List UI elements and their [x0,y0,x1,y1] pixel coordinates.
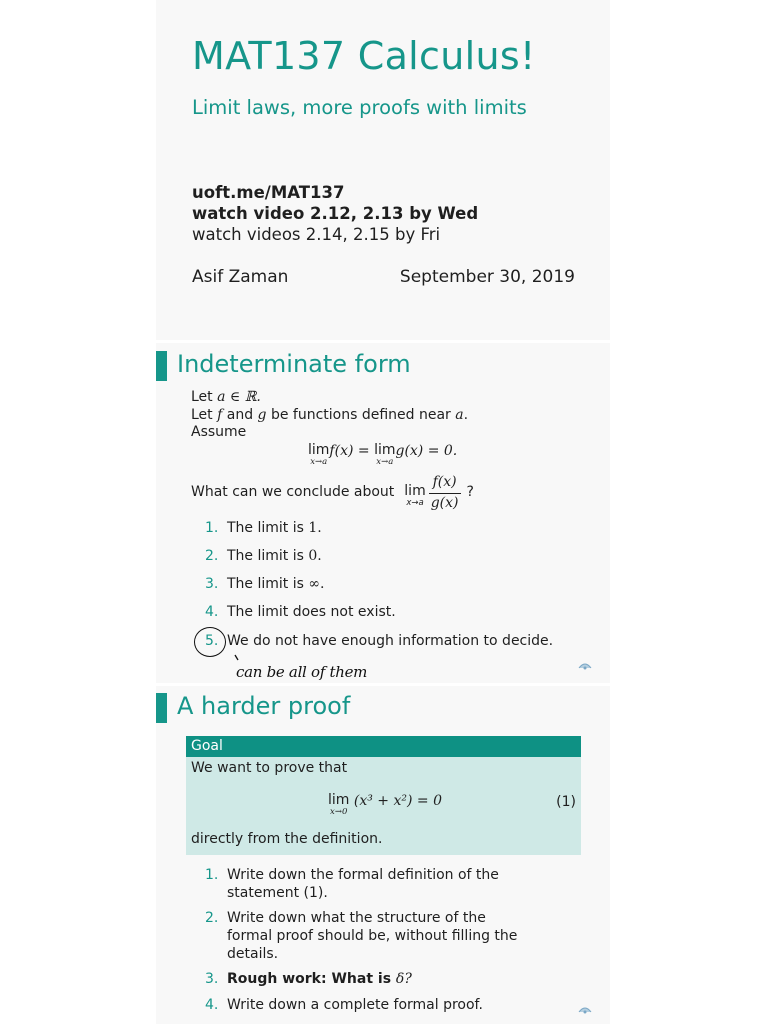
indeterminate-form-slide [156,343,610,683]
limit-operator [308,443,329,467]
option-number: 2. [205,548,219,564]
option-math: ∞. [308,576,325,592]
step-number: 3. [205,971,219,987]
info-block [192,182,478,245]
annotation-tick [234,654,240,662]
functions-text: be functions defined near [266,406,456,423]
limit-expression: (x³ + x²) = 0 [353,793,442,809]
lim-text: lim [404,483,426,500]
fraction [429,474,461,512]
slide-subtitle: Limit laws, more proofs with limits [192,96,527,119]
lim-subscript: x→a [406,498,424,509]
and-text: and [222,406,258,423]
lim-text: lim [308,442,330,458]
step-number: 2. [205,910,219,926]
option-math: 0. [308,548,322,564]
watch-line: watch videos 2.14, 2.15 by Fri [192,225,441,244]
f-symbol: f [217,406,223,423]
option-text: The limit does not exist. [227,604,396,620]
list-item [205,604,553,633]
frame-title: Indeterminate form [177,350,411,378]
step-text: Write down what the structure of the formal proof should be, without filling the details. [227,910,518,962]
question-mark: ? [466,484,474,501]
goal-block-body [186,757,581,855]
option-number: 5. [205,633,219,649]
option-text: The limit is [227,576,309,592]
functions-line [191,407,468,425]
list-item [205,576,553,604]
course-link: uoft.me/MAT137 [192,183,345,202]
delta-symbol: δ? [395,971,412,987]
f-of-x: f(x) = [329,443,375,459]
goal-text: directly from the definition. [191,831,383,847]
step-number: 1. [205,867,219,883]
list-item [205,520,553,548]
option-math: 1. [308,520,322,536]
limit-operator [374,443,395,467]
lim-text: lim [328,792,350,808]
list-item [205,866,535,902]
option-text: The limit is [227,548,309,564]
equation-number: (1) [556,794,576,810]
goal-equation [328,793,442,817]
answer-options [205,520,553,655]
step-bold-text: Rough work: What is [227,971,396,987]
let-label: Let [191,389,218,405]
assumption-equation [308,443,457,467]
lim-subscript: x→a [376,457,394,467]
question-text: What can we conclude about [191,484,395,501]
goal-text: We want to prove that [191,760,348,776]
a-symbol: a [455,406,464,423]
list-item [205,633,553,655]
slide-title: MAT137 Calculus! [192,34,536,78]
lim-subscript: x→a [310,457,328,467]
frame-title-bar [156,693,167,723]
premise-text [191,389,468,442]
frame-title-bar [156,351,167,381]
frame-title: A harder proof [177,692,351,720]
lim-subscript: x→0 [330,807,348,817]
g-symbol: g [257,406,267,423]
numerator: f(x) [429,474,461,494]
list-item [205,996,535,1014]
author-name: Asif Zaman [192,267,289,287]
a-in-reals: a ∈ ℝ. [217,389,261,405]
goal-block-header: Goal [186,736,581,757]
lim-text: lim [374,442,396,458]
period: . [463,406,469,423]
lecture-date: September 30, 2019 [399,267,575,287]
limit-operator [404,484,425,508]
list-item [205,548,553,576]
step-text: Write down a complete formal proof. [227,997,483,1013]
watch-line-bold: watch video 2.12, 2.13 by Wed [192,204,479,223]
g-of-x: g(x) = 0. [395,443,458,459]
proof-steps [205,866,535,1014]
navigation-icon[interactable] [578,661,592,674]
option-number: 1. [205,520,219,536]
option-number: 3. [205,576,219,592]
harder-proof-slide [156,686,610,1024]
step-text: Write down the formal definition of the statement (1). [227,867,499,901]
let-label: Let [191,406,218,423]
option-text: The limit is [227,520,309,536]
step-number: 4. [205,997,219,1013]
handwritten-note: can be all of them [236,663,368,681]
list-item [205,970,535,988]
navigation-icon[interactable] [578,1005,592,1018]
option-number: 4. [205,604,219,620]
assume-label: Assume [191,424,247,440]
let-a-line [191,389,468,407]
option-text: We do not have enough information to decide. [227,633,554,649]
circled-annotation [194,627,226,657]
question-line [191,474,474,512]
title-slide [156,0,610,340]
denominator: g(x) [430,494,459,511]
limit-operator [328,793,349,817]
list-item [205,909,535,963]
